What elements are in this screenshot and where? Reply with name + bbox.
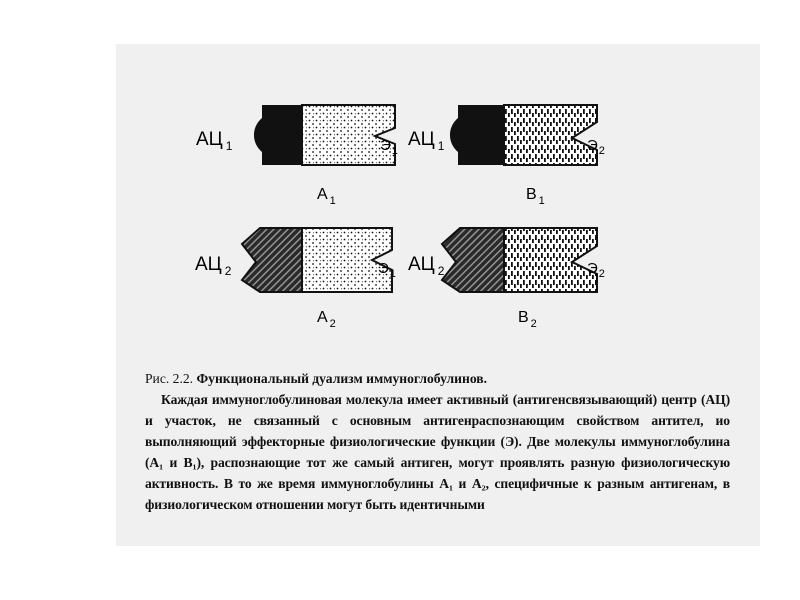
caption-body: Каждая иммуноглобулиновая молекула имеет активный (антигенсвязывающий) центр (АЦ) и участок, не связанный с основным антигенраспознающим свойством антител, ио выполняющий эффекторные физиологические функции (Э). Две молекулы иммуноглобулина (A₁ и B₁), распознающие тот же самый антиген, могут проявлять разную физиологическую активность. В то же время иммуноглобулины A₁ и A₂, специфичные к разным антигенам, в физиологическом отношении могут быть идентичными [145,392,730,512]
site-sub: 2 [224,264,232,278]
panel-a1 [196,105,398,207]
active-block [262,105,302,165]
svg-text:АЦ1 [408,129,445,153]
effector-sub: 1 [391,145,398,157]
svg-text:АЦ2 [195,254,232,278]
panel-a2 [195,228,396,330]
site-sub: 2 [437,264,445,278]
effector-label: Э [587,137,598,154]
svg-text:B1 [526,186,545,207]
effector-block [504,105,597,165]
svg-text:АЦ2 [408,254,445,278]
svg-text:B2 [518,309,537,330]
molecule-name: B [518,309,529,326]
active-site-round [254,118,262,152]
panel-b1 [408,105,605,207]
effector-block [302,105,395,165]
active-site-round [450,118,458,152]
site-label: АЦ [196,129,223,150]
caption-heading [145,368,730,389]
molecule-name: B [526,186,537,203]
panel-b2 [408,228,605,330]
figure-caption [145,368,730,515]
molecule-name: A [317,186,328,203]
molecule-sub: 2 [530,318,537,330]
svg-text:АЦ1 [196,129,233,153]
effector-label: Э [378,260,389,277]
site-label: АЦ [408,254,435,275]
active-block-notched [242,228,302,292]
effector-label: Э [380,137,391,154]
svg-text:A1 [317,186,336,207]
effector-block [504,228,597,292]
svg-text:A2 [317,309,336,330]
molecule-name: A [317,309,328,326]
site-sub: 1 [225,139,233,153]
molecule-sub: 1 [538,195,545,207]
site-label: АЦ [195,254,222,275]
effector-sub: 1 [389,268,396,280]
caption-number: Рис. 2.2. [145,371,194,386]
active-block [458,105,504,165]
caption-title: Функциональный дуализм иммуноглобулинов. [196,371,488,386]
effector-label: Э [587,260,598,277]
site-label: АЦ [408,129,435,150]
molecule-sub: 2 [329,318,336,330]
effector-sub: 2 [598,268,605,280]
site-sub: 1 [437,139,445,153]
active-block-notched [442,228,504,292]
molecule-sub: 1 [329,195,336,207]
effector-sub: 2 [598,145,605,157]
